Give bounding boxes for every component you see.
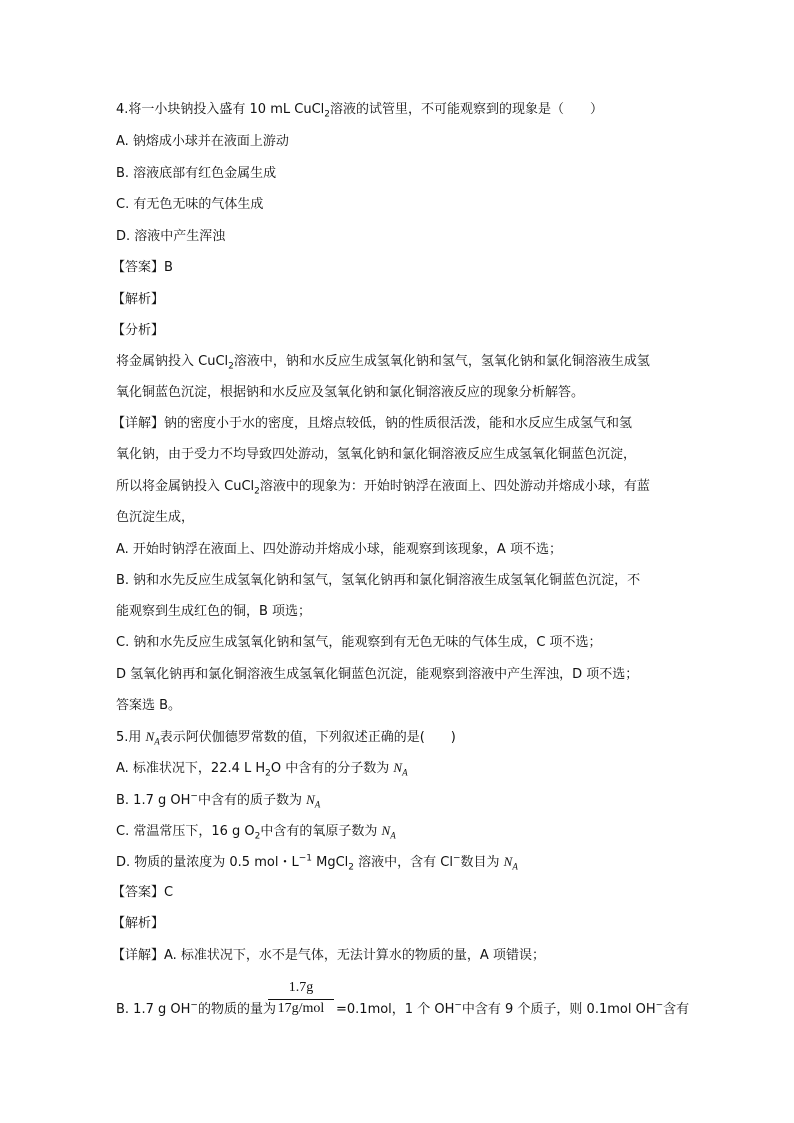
inline-text: 中含有的氧原子数为 <box>260 824 382 839</box>
inline-text: N <box>306 792 315 807</box>
fraction-bar <box>268 999 334 1000</box>
inline-text: 溶液中，含有 Cl <box>354 855 453 870</box>
q4-option-d: D. 溶液中产生浑浊 <box>116 229 226 244</box>
q4-explain-c: C. 钠和水先反应生成氢氧化钠和氢气，能观察到有无色无味的气体生成，C 项不选； <box>116 635 602 650</box>
inline-text: 5.用 <box>116 730 146 745</box>
inline-text: N <box>381 823 391 838</box>
inline-text: C. 常温常压下，16 g O <box>116 824 255 839</box>
inline-text: N <box>145 729 155 744</box>
inline-text: A <box>390 830 396 841</box>
inline-text: A. 标准状况下，22.4 L H <box>116 761 266 776</box>
inline-text: A <box>402 767 408 778</box>
inline-text: O 中含有的分子数为 <box>270 761 394 776</box>
inline-text: 2 <box>348 862 354 873</box>
inline-text: 2 <box>254 831 261 842</box>
inline-text: − <box>190 1000 198 1011</box>
inline-text: 4.将一小块钠投入盛有 10 mL CuCl <box>116 102 325 117</box>
inline-text: − <box>190 791 198 802</box>
q4-detail-line2: 氧化钠，由于受力不均导致四处游动，氢氧化钠和氯化铜溶液反应生成氢氧化铜蓝色沉淀， <box>116 447 637 462</box>
inline-text: =0.1mol，1 个 OH <box>336 1002 455 1017</box>
inline-text: 溶液中的现象为：开始时钠浮在液面上、四处游动并熔成小球，有蓝 <box>259 479 650 494</box>
q5-answer: 【答案】C <box>112 885 174 900</box>
inline-text: A <box>154 736 160 747</box>
q4-answer: 【答案】B <box>112 260 173 275</box>
inline-text: 中含有的质子数为 <box>197 793 307 808</box>
inline-text: 2 <box>324 109 330 120</box>
q5-detail-b-pre <box>116 1000 276 1020</box>
q5-option-c <box>116 821 396 842</box>
q5-option-d <box>116 852 518 873</box>
inline-text: − <box>452 853 461 864</box>
inline-text: 溶液的试管里，不可能观察到的现象是（ ） <box>330 102 604 117</box>
inline-text: −1 <box>298 853 312 864</box>
inline-text: N <box>503 854 513 869</box>
q4-jiexi-heading: 【解析】 <box>112 292 165 307</box>
fraction-denominator: 17g/mol <box>277 1001 325 1016</box>
q5-stem <box>116 727 456 748</box>
inline-text: 将金属钠投入 CuCl <box>116 354 229 369</box>
inline-text: 含有 <box>663 1002 690 1017</box>
inline-text: 数目为 <box>460 855 504 870</box>
q5-detail-b-post <box>336 1000 689 1020</box>
inline-text: 2 <box>265 768 271 779</box>
q4-detail-line1: 【详解】钠的密度小于水的密度，且熔点较低，钠的性质很活泼，能和水反应生成氢气和氢 <box>112 416 633 431</box>
inline-text: MgCl <box>311 855 349 870</box>
q4-stem <box>116 100 603 120</box>
inline-text: 所以将金属钠投入 CuCl <box>116 479 255 494</box>
q4-option-a: A. 钠熔成小球并在液面上游动 <box>116 134 289 149</box>
q4-conclusion: 答案选 B。 <box>116 698 182 713</box>
q5-option-a <box>116 758 408 779</box>
q4-detail-line3 <box>116 477 650 497</box>
inline-text: 2 <box>254 486 260 497</box>
inline-text: B. 1.7 g OH <box>116 1002 191 1017</box>
q4-fenxi-heading: 【分析】 <box>112 323 165 338</box>
q4-analysis-line1 <box>116 352 650 372</box>
mass-over-molar-mass-fraction <box>268 980 334 1019</box>
inline-text: 溶液中，钠和水反应生成氢氧化钠和氢气，氢氧化钠和氯化铜溶液生成氢 <box>233 354 650 369</box>
inline-text: 表示阿伏伽德罗常数的值，下列叙述正确的是( ) <box>159 730 456 745</box>
q4-explain-b1: B. 钠和水先反应生成氢氧化钠和氢气，氢氧化钠再和氯化铜溶液生成氢氧化铜蓝色沉淀，不 <box>116 573 641 588</box>
inline-text: 的物质的量为 <box>197 1002 276 1017</box>
inline-text: 中含有 9 个质子，则 0.1mol OH <box>461 1002 656 1017</box>
inline-text: A <box>314 799 321 810</box>
q4-option-b: B. 溶液底部有红色金属生成 <box>116 166 277 181</box>
inline-text: B. 1.7 g OH <box>116 793 191 808</box>
q5-jiexi-heading: 【解析】 <box>112 916 165 931</box>
inline-text: − <box>454 1000 462 1011</box>
q5-detail-a: 【详解】A. 标准状况下，水不是气体，无法计算水的物质的量，A 项错误； <box>112 948 545 963</box>
inline-text: − <box>655 1000 664 1011</box>
q4-explain-a: A. 开始时钠浮在液面上、四处游动并熔成小球，能观察到该现象，A 项不选； <box>116 542 562 557</box>
q4-detail-line4: 色沉淀生成， <box>116 510 195 525</box>
q4-option-c: C. 有无色无味的气体生成 <box>116 197 264 212</box>
q4-explain-d: D 氢氧化钠再和氯化铜溶液生成氢氧化铜蓝色沉淀，能观察到溶液中产生浑浊，D 项不选； <box>116 667 639 682</box>
inline-text: D. 物质的量浓度为 0.5 mol・L <box>116 855 299 870</box>
fraction-numerator: 1.7g <box>288 980 314 995</box>
inline-text: N <box>393 760 403 775</box>
q4-analysis-line2: 氧化铜蓝色沉淀，根据钠和水反应及氢氧化钠和氯化铜溶液反应的现象分析解答。 <box>116 385 585 400</box>
q5-option-b <box>116 790 320 811</box>
inline-text: 2 <box>228 361 234 372</box>
inline-text: A <box>512 861 518 872</box>
q4-explain-b2: 能观察到生成红色的铜，B 项选； <box>116 604 312 619</box>
